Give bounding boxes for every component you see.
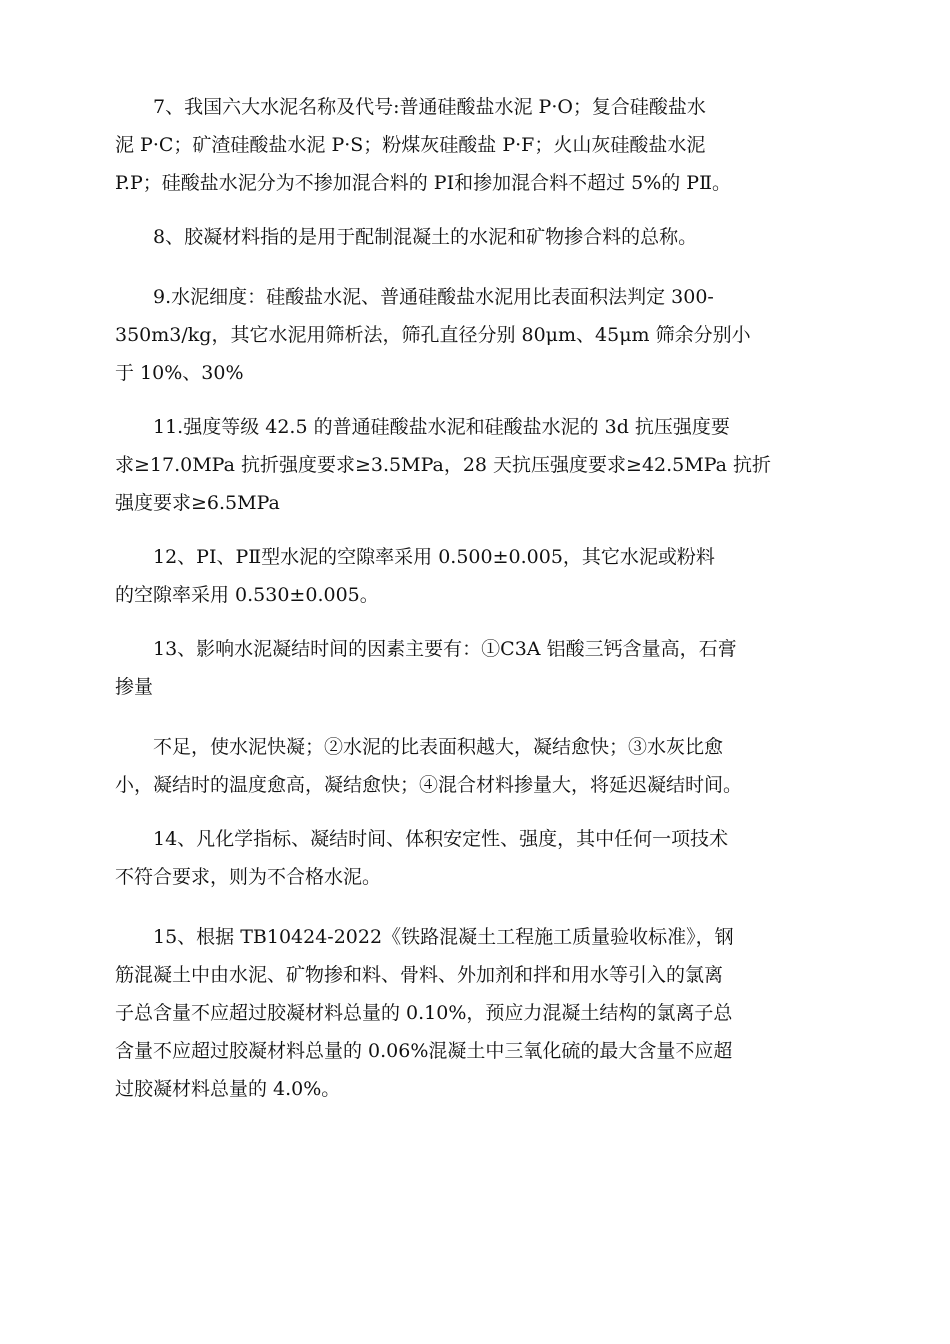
paragraph-line: 15、根据 TB10424-2022《铁路混凝土工程施工质量验收标准》，钢 [115,926,734,948]
paragraph-line: 7、我国六大水泥名称及代号:普通硅酸盐水泥 P·O；复合硅酸盐水 [115,96,706,118]
paragraph-12 [115,538,850,614]
paragraph-line: 的空隙率采用 0.530±0.005。 [115,584,379,606]
paragraph-line: 11.强度等级 42.5 的普通硅酸盐水泥和硅酸盐水泥的 3d 抗压强度要 [115,416,730,438]
paragraph-11 [115,408,850,522]
document-body [115,88,850,1108]
paragraph-line: P.P；硅酸盐水泥分为不掺加混合料的 PⅠ和掺加混合料不超过 5%的 PⅡ。 [115,172,732,194]
paragraph-13-continued [115,728,850,804]
paragraph-8 [115,218,850,256]
paragraph-9 [115,278,850,392]
paragraph-line: 8、胶凝材料指的是用于配制混凝土的水泥和矿物掺合料的总称。 [115,226,698,248]
paragraph-13 [115,630,850,706]
paragraph-7 [115,88,850,202]
paragraph-line: 350m3/kg，其它水泥用筛析法，筛孔直径分别 80μm、45μm 筛余分别小 [115,324,751,346]
paragraph-line: 子总含量不应超过胶凝材料总量的 0.10%，预应力混凝土结构的氯离子总 [115,1002,733,1024]
paragraph-line: 不符合要求，则为不合格水泥。 [115,866,382,888]
paragraph-line: 泥 P·C；矿渣硅酸盐水泥 P·S；粉煤灰硅酸盐 P·F；火山灰硅酸盐水泥 [115,134,706,156]
paragraph-line: 含量不应超过胶凝材料总量的 0.06%混凝土中三氧化硫的最大含量不应超 [115,1040,733,1062]
paragraph-15 [115,918,850,1108]
paragraph-line: 过胶凝材料总量的 4.0%。 [115,1078,341,1100]
paragraph-line: 筋混凝土中由水泥、矿物掺和料、骨料、外加剂和拌和用水等引入的氯离 [115,964,724,986]
paragraph-line: 于 10%、30% [115,362,244,384]
paragraph-line: 强度要求≥6.5MPa [115,492,280,514]
paragraph-line: 掺量 [115,676,154,698]
paragraph-line: 13、影响水泥凝结时间的因素主要有：①C3A 铝酸三钙含量高，石膏 [115,638,737,660]
paragraph-line: 14、凡化学指标、凝结时间、体积安定性、强度，其中任何一项技术 [115,828,729,850]
paragraph-line: 12、PⅠ、PⅡ型水泥的空隙率采用 0.500±0.005，其它水泥或粉料 [115,546,715,568]
paragraph-line: 9.水泥细度：硅酸盐水泥、普通硅酸盐水泥用比表面积法判定 300- [115,286,714,308]
paragraph-14 [115,820,850,896]
paragraph-line: 求≥17.0MPa 抗折强度要求≥3.5MPa，28 天抗压强度要求≥42.5MPa 抗折 [115,454,772,476]
paragraph-line: 不足，使水泥快凝；②水泥的比表面积越大，凝结愈快；③水灰比愈 [115,736,724,758]
paragraph-line: 小，凝结时的温度愈高，凝结愈快；④混合材料掺量大，将延迟凝结时间。 [115,774,743,796]
